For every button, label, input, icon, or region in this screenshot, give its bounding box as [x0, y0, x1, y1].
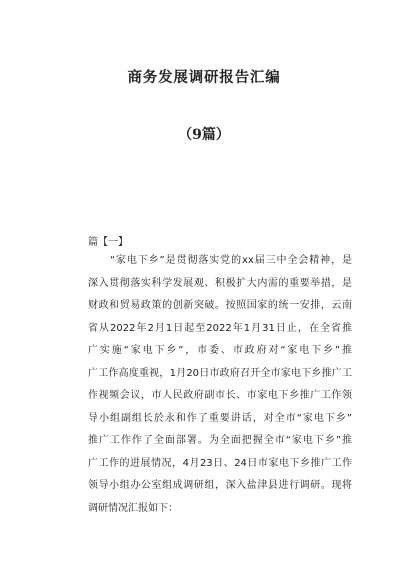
body-line: 深入贯彻落实科学发展观、积极扩大内需的重要举措，是 [88, 277, 352, 289]
body-line: 作视频会议，市人民政府副市长、市家电下乡推广工作领 [88, 390, 352, 401]
document-count: （9篇） [178, 127, 230, 143]
body-line: 推广工作作了全面部署。为全面把握全市“家电下乡”推 [88, 435, 352, 446]
body-line: 调研情况汇报如下： [88, 502, 178, 514]
body-line: “家电下乡”是贯彻落实党的xx届三中全会精神，是 [88, 255, 352, 266]
body-line: 广工作高度重视，1月20日市政府召开全市家电下乡推广工 [88, 367, 352, 379]
body-line: 导小组副组长於永和作了重要讲话，对全市“家电下乡” [88, 412, 352, 424]
document-title: 商务发展调研报告汇编 [127, 69, 281, 86]
body-line: 省从2022年2月1日起至2022年1月31日止，在全省推 [88, 322, 352, 334]
body-text [88, 250, 352, 520]
body-line: 领导小组办公室组成调研组，深入盐津县进行调研。现将 [88, 480, 352, 491]
section-label: 篇【一】 [88, 237, 128, 248]
body-line: 财政和贸易政策的创新突破。按照国家的统一安排，云南 [88, 300, 352, 311]
body-line: 广工作的进展情况，4月23日、24日市家电下乡推广工作 [88, 457, 352, 469]
body-line: 广实施“家电下乡”，市委、市政府对“家电下乡”推 [88, 345, 352, 356]
